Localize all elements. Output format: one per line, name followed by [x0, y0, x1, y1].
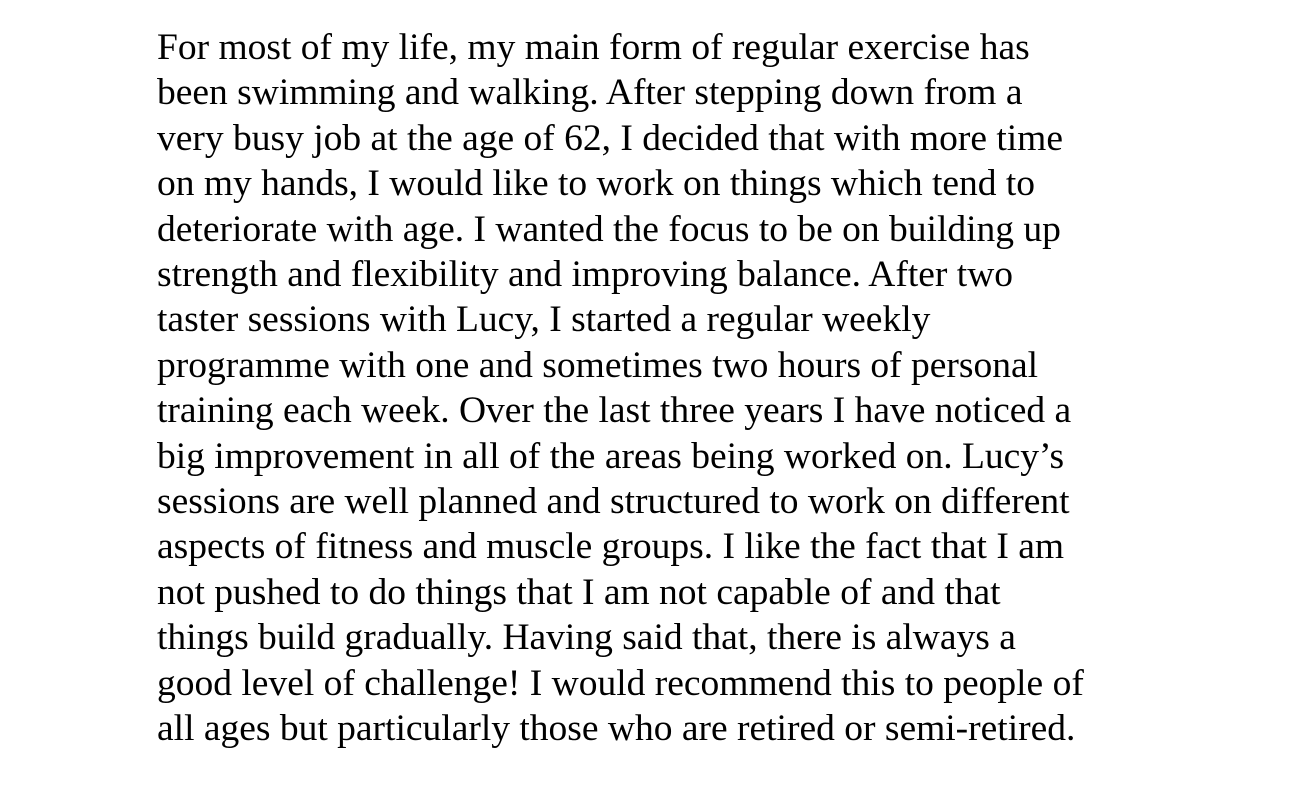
testimonial-paragraph — [157, 25, 1167, 752]
testimonial-line: training each week. Over the last three years I have noticed a — [157, 390, 1072, 432]
testimonial-line: very busy job at the age of 62, I decided that with more time — [157, 117, 1063, 159]
testimonial-line: For most of my life, my main form of regular exercise has — [157, 27, 1030, 68]
testimonial-line: deteriorate with age. I wanted the focus to be on building up — [157, 208, 1061, 250]
testimonial-line: taster sessions with Lucy, I started a regular weekly — [157, 299, 931, 341]
testimonial-line: on my hands, I would like to work on things which tend to — [157, 163, 1036, 205]
testimonial-line: all ages but particularly those who are retired or semi-retired. — [157, 708, 1076, 750]
testimonial-line: good level of challenge! I would recommend this to people of — [157, 662, 1084, 704]
testimonial-line: sessions are well planned and structured to work on different — [157, 481, 1070, 523]
testimonial-line: strength and flexibility and improving balance. After two — [157, 254, 1014, 296]
testimonial-line: programme with one and sometimes two hours of personal — [157, 344, 1039, 386]
testimonial-line: not pushed to do things that I am not capable of and that — [157, 571, 1001, 613]
testimonial-line: been swimming and walking. After stepping down from a — [157, 72, 1023, 114]
testimonial-line: big improvement in all of the areas being worked on. Lucy’s — [157, 435, 1065, 477]
testimonial-line: things build gradually. Having said that, there is always a — [157, 617, 1016, 659]
testimonial-line: aspects of fitness and muscle groups. I like the fact that I am — [157, 526, 1065, 568]
